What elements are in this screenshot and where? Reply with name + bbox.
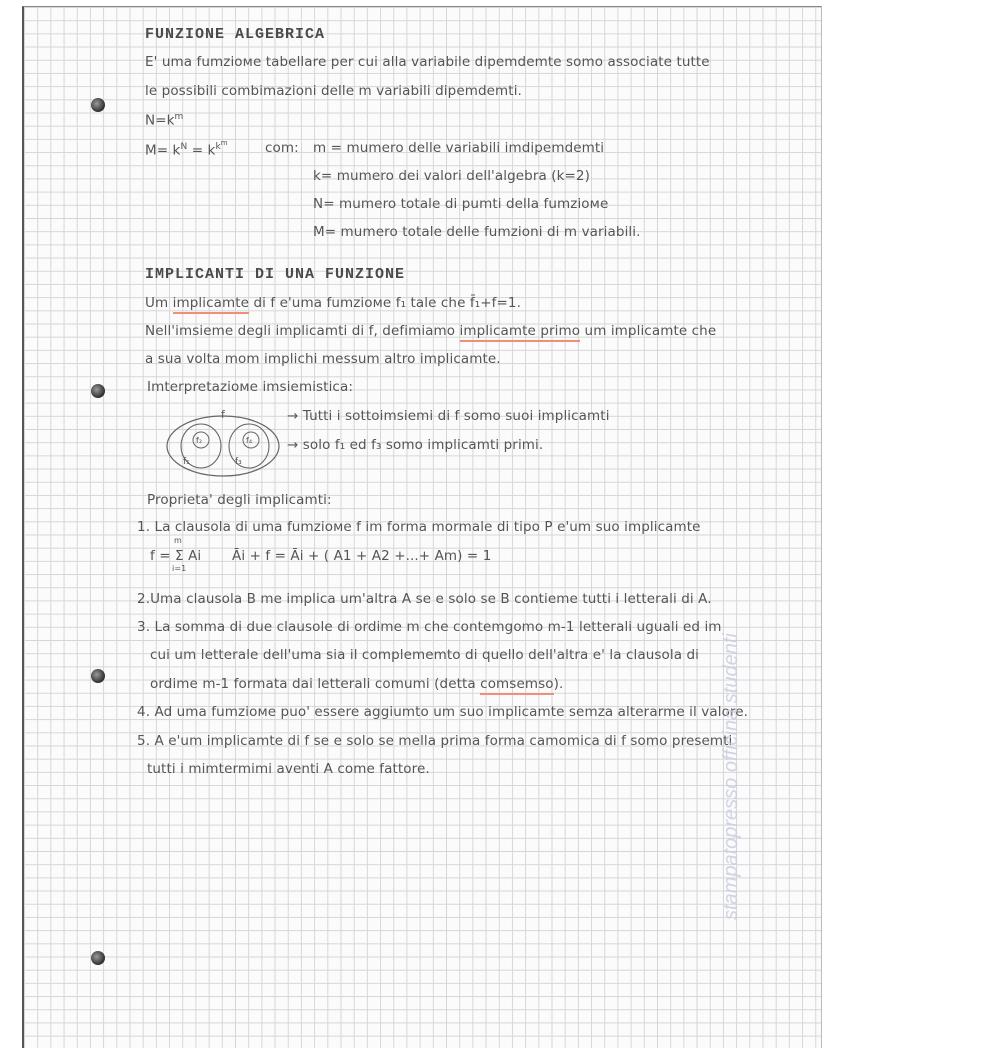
underlined-term: comsemso [480, 676, 553, 695]
label-f4: f₄ [246, 436, 253, 445]
formula-m: $M= k^N = k^{k^m}$ [145, 139, 228, 159]
text-line: E' uma fumzioме tabellare per cui alla variabile dipemdemte somo associate tutte [145, 54, 710, 70]
arrow-note: → solo f₁ ed f₃ somo implicamti primi. [287, 437, 544, 453]
formula-n: $N=k^m$ [145, 112, 184, 129]
underlined-term: implicamte [173, 295, 249, 314]
properties-title: Proprieta' degli implicamti: [147, 492, 332, 508]
text-line: a sua volta mom implichi messum altro implicamte. [145, 351, 501, 367]
set-f-outline [167, 416, 279, 476]
text-line: le possibili combimazioni delle m variabili dipemdemti. [145, 83, 522, 99]
section-title-funzione-algebrica: FUNZIONE ALGEBRICA [145, 26, 326, 43]
property-1-formula-a: f = Σ Ai m i=1 [150, 536, 202, 573]
text-line: Nell'imsieme degli implicamti di f, defimiamo implicamte primo um implicamte che [145, 323, 716, 339]
text-line: Imterpretazioме imsiemistica: [147, 379, 353, 395]
watermark: stampatopresso officina studenti [720, 633, 742, 920]
underlined-term: implicamte primo [460, 323, 581, 342]
property-1-formula-b: Āi + f = Āi + ( A1 + A2 +...+ Am) = 1 [232, 548, 492, 564]
venn-diagram [163, 410, 283, 478]
property-5: 5. A e'um implicamte di f se e solo se mella prima forma camomica di f somo presemti [137, 733, 733, 749]
label-f1: f₁ [183, 457, 190, 467]
section-title-implicanti: IMPLICANTI DI UNA FUNZIONE [145, 266, 406, 283]
property-3-cont: cui um letterale dell'uma sia il complememto di quello dell'altra e' la clausola di [150, 647, 700, 663]
punch-hole [91, 98, 105, 112]
text-line: Um implicamte di f e'uma fumzioме f₁ tale che f̄₁+f=1. [145, 295, 521, 311]
label-f: f [221, 410, 225, 421]
label-f3: f₃ [235, 457, 242, 467]
con-label: com: [265, 140, 299, 156]
punch-hole [91, 951, 105, 965]
definition-n: N= mumero totale di pumti della fumzioме [313, 196, 609, 212]
property-3: 3. La somma di due clausole di ordime m che contemgomo m-1 letterali uguali ed im [137, 619, 722, 635]
property-5-cont: tutti i mimtermimi aventi A come fattore. [147, 761, 430, 777]
definition-k: k= mumero dei valori dell'algebra (k=2) [313, 168, 590, 184]
property-1: 1. La clausola di uma fumzioме f im forma mormale di tipo P e'um suo implicamte [137, 519, 701, 535]
label-f2: f₂ [196, 436, 203, 445]
punch-hole [91, 669, 105, 683]
definition-big-m: M= mumero totale delle fumzioni di m variabili. [313, 224, 641, 240]
property-4: 4. Ad uma fumzioме puo' essere aggiumto um suo implicamte semza alterarme il valore. [137, 704, 749, 720]
punch-hole [91, 384, 105, 398]
definition-m: m = mumero delle variabili imdipemdemti [313, 140, 605, 156]
property-3-cont: ordime m-1 formata dai letterali comumi (detta comsemso). [150, 676, 563, 692]
property-2: 2.Uma clausola B me implica um'altra A se e solo se B contieme tutti i letterali di A. [137, 591, 712, 607]
arrow-note: → Tutti i sottoimsiemi di f somo suoi implicamti [287, 408, 610, 424]
